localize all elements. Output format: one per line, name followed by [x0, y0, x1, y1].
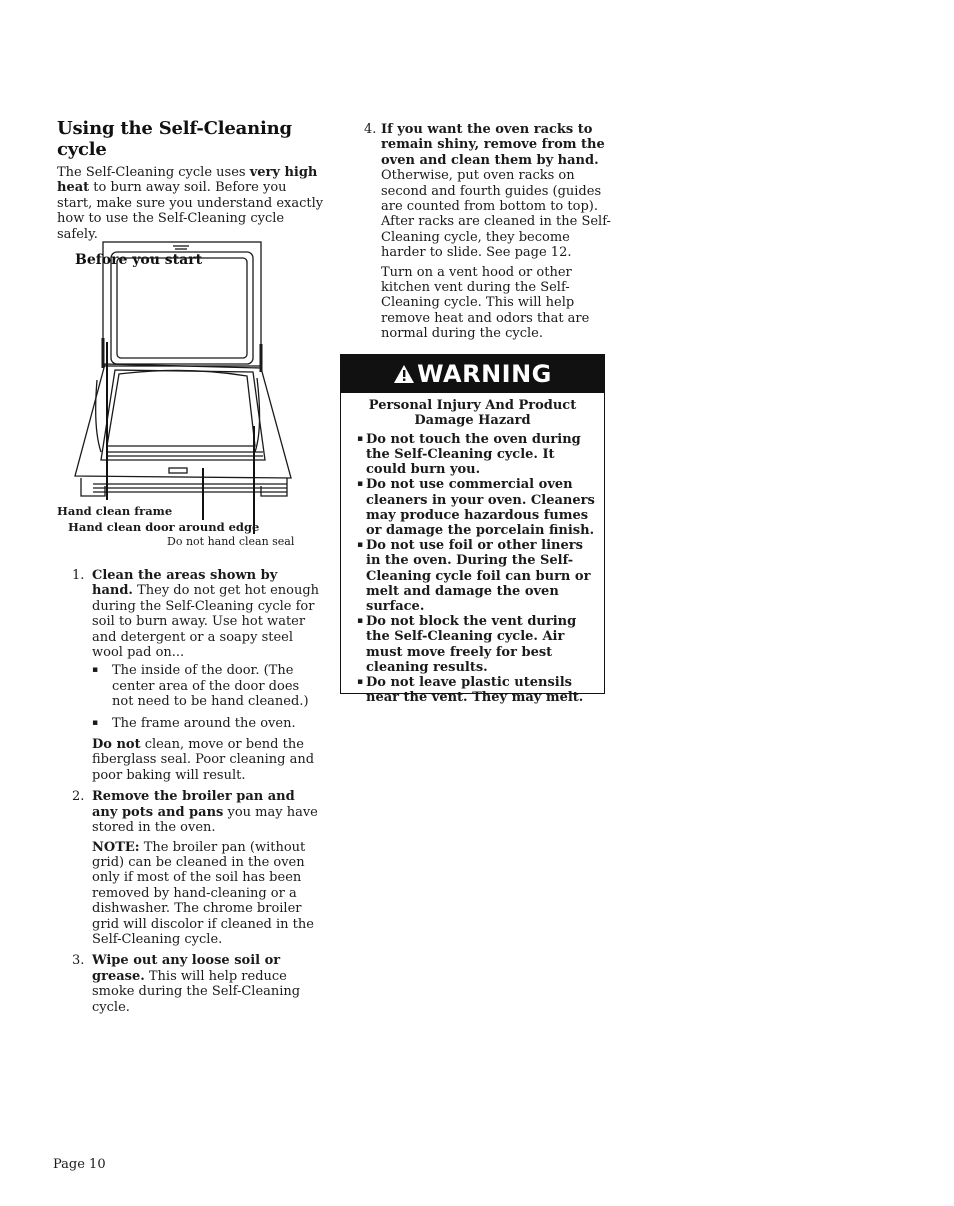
- note-label: Do not: [92, 737, 141, 753]
- step-number: 1.: [72, 568, 85, 583]
- warning-triangle-icon: [393, 364, 415, 384]
- warning-list: [357, 432, 596, 706]
- label-hand-clean-frame: Hand clean frame: [57, 504, 173, 518]
- note-text: clean, move or bend the fiberglass seal. Poor cleaning and poor baking will result.: [92, 737, 315, 783]
- warning-item: ▪ Do not use foil or other liners in the oven. During the Self-Cleaning cycle foil can burn or melt and damage the oven surface.: [357, 538, 596, 614]
- step-heading: If you want the oven racks to remain shiny, remove from the oven and clean them by hand.: [381, 122, 605, 168]
- step-text: They do not get hot enough during the Self-Cleaning cycle for soil to burn away. Use hot water and detergent or a soapy steel wool pad on...: [92, 583, 320, 661]
- step-2: [72, 789, 322, 947]
- page-title: Using the Self-Cleaning cycle: [57, 118, 292, 160]
- step-text: Otherwise, put oven racks on second and fourth guides (guides are counted from bottom to top). After racks are cleaned in the Self-Cleaning cycle, they become harder to slide. See page 12.: [381, 168, 611, 261]
- warning-heading: WARNING: [417, 360, 552, 388]
- step-4: [364, 122, 613, 342]
- warning-item: ▪ Do not block the vent during the Self-Cleaning cycle. Air must move freely for best cleaning results.: [357, 614, 596, 675]
- label-hand-clean-door-edge: Hand clean door around edge: [68, 520, 260, 534]
- note-label: NOTE:: [92, 839, 140, 855]
- warning-item: ▪ Do not leave plastic utensils near the vent. They may melt.: [357, 675, 596, 705]
- warning-box: [340, 354, 605, 706]
- warning-item: ▪ Do not use commercial oven cleaners in your oven. Cleaners may produce hazardous fumes or damage the porcelain finish.: [357, 477, 596, 538]
- step-text: you may have stored in the oven.: [92, 804, 318, 836]
- step-heading: Wipe out any loose soil or grease.: [92, 953, 281, 984]
- warning-item: ▪ Do not touch the oven during the Self-Cleaning cycle. It could burn you.: [357, 432, 596, 478]
- section-subtitle: Before you start: [75, 252, 203, 269]
- oven-illustration: [57, 238, 317, 558]
- intro-text-1: The Self-Cleaning cycle uses: [57, 165, 250, 180]
- step-1-bullets: [92, 663, 322, 731]
- warning-title: Personal Injury And Product Damage Hazard: [368, 398, 577, 429]
- right-column: [364, 122, 613, 342]
- step-heading: Clean the areas shown by hand.: [92, 568, 278, 599]
- steps-list: [72, 568, 322, 1021]
- step-1: [72, 568, 322, 783]
- step-number: 2.: [72, 789, 85, 805]
- label-do-not-clean-seal: Do not hand clean seal: [167, 535, 295, 548]
- note-text: The broiler pan (without grid) can be cleaned in the oven only if most of the soil has been removed by hand-cleaning or a dishwasher. The chrome broiler grid will discolor if cleaned in the Self-Cleaning cycle.: [92, 839, 314, 947]
- oven-frame-outer: [103, 242, 261, 366]
- oven-frame-inner: [111, 252, 253, 364]
- warning-header: [341, 355, 604, 393]
- page-number: Page 10: [53, 1157, 106, 1172]
- intro-emphasis: very high heat: [57, 165, 318, 196]
- list-item: ▪ The inside of the door. (The center area of the door does not need to be hand cleaned.): [92, 663, 322, 709]
- list-item: ▪ The frame around the oven.: [92, 716, 322, 731]
- step-number: 4.: [364, 122, 377, 137]
- intro-paragraph: [57, 165, 325, 242]
- step-text: This will help reduce smoke during the Self-Cleaning cycle.: [92, 968, 301, 1015]
- step-3: [72, 953, 322, 1015]
- step-heading: Remove the broiler pan and any pots and pans: [92, 789, 295, 820]
- vent-paragraph: Turn on a vent hood or other kitchen vent during the Self-Cleaning cycle. This will help remove heat and odors that are normal during the cycle.: [381, 264, 590, 342]
- step-number: 3.: [72, 953, 85, 969]
- intro-text-2: to burn away soil. Before you start, make sure you understand exactly how to use the Self-Cleaning cycle safely.: [57, 180, 324, 242]
